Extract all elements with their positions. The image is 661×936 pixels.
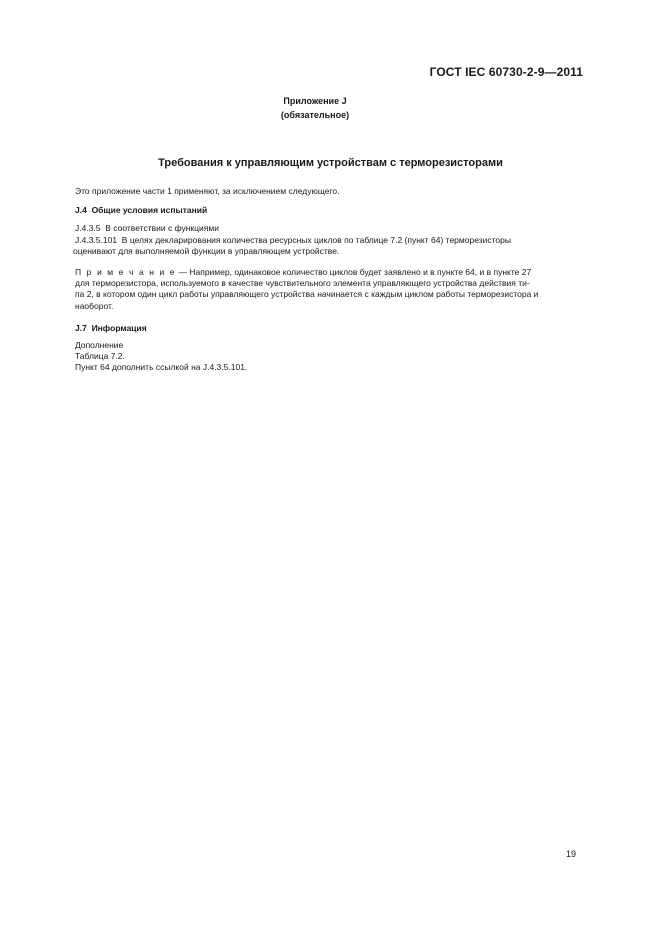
addition-line3: Пункт 64 дополнить ссылкой на J.4.3.5.101. [75, 362, 248, 373]
note-line3: па 2, в котором один цикл работы управляющего устройства начинается с каждым циклом работы терморезистора и [75, 289, 539, 300]
clause-j435101-line2: оценивают для выполняемой функции в управляющем устройстве. [73, 246, 340, 257]
section-j7-title: Информация [91, 323, 147, 333]
clause-j435-text: В соответствии с функциями [105, 223, 219, 233]
clause-j435101-line1: В целях декларирования количества ресурсных циклов по таблице 7.2 (пункт 64) терморезисторы [121, 235, 511, 245]
main-title: Требования к управляющим устройствам с терморезисторами [158, 157, 503, 169]
page-number: 19 [565, 849, 576, 859]
intro-paragraph: Это приложение части 1 применяют, за исключением следующего. [75, 186, 340, 196]
note-paragraph [75, 267, 585, 312]
annex-title: Приложение J [283, 96, 347, 106]
clause-j435 [75, 223, 585, 234]
section-j4-number: J.4 [75, 205, 87, 215]
clause-j435-number: J.4.3.5 [75, 223, 101, 233]
section-j4-title: Общие условия испытаний [91, 205, 208, 215]
note-line1: — Например, одинаковое количество циклов будет заявлено и в пункте 64, и в пункте 27 [176, 267, 532, 277]
section-j7-number: J.7 [75, 323, 87, 333]
note-line4: наоборот. [75, 300, 114, 311]
addition-line1: Дополнение [75, 340, 124, 350]
standard-id: ГОСТ IEC 60730-2-9—2011 [429, 65, 583, 79]
annex-status: (обязательное) [280, 110, 350, 120]
clause-j435101 [75, 235, 585, 257]
addition-block [75, 340, 585, 374]
annex-heading [0, 94, 630, 122]
section-j7-heading [75, 323, 585, 334]
addition-line2: Таблица 7.2. [75, 351, 125, 362]
clause-j435101-number: J.4.3.5.101 [75, 235, 118, 245]
note-label: П р и м е ч а н и е [75, 267, 177, 277]
section-j4-heading [75, 205, 585, 216]
note-line2: для терморезистора, используемого в качестве чувствительного элемента управляющего устройства действия ти- [75, 278, 530, 289]
